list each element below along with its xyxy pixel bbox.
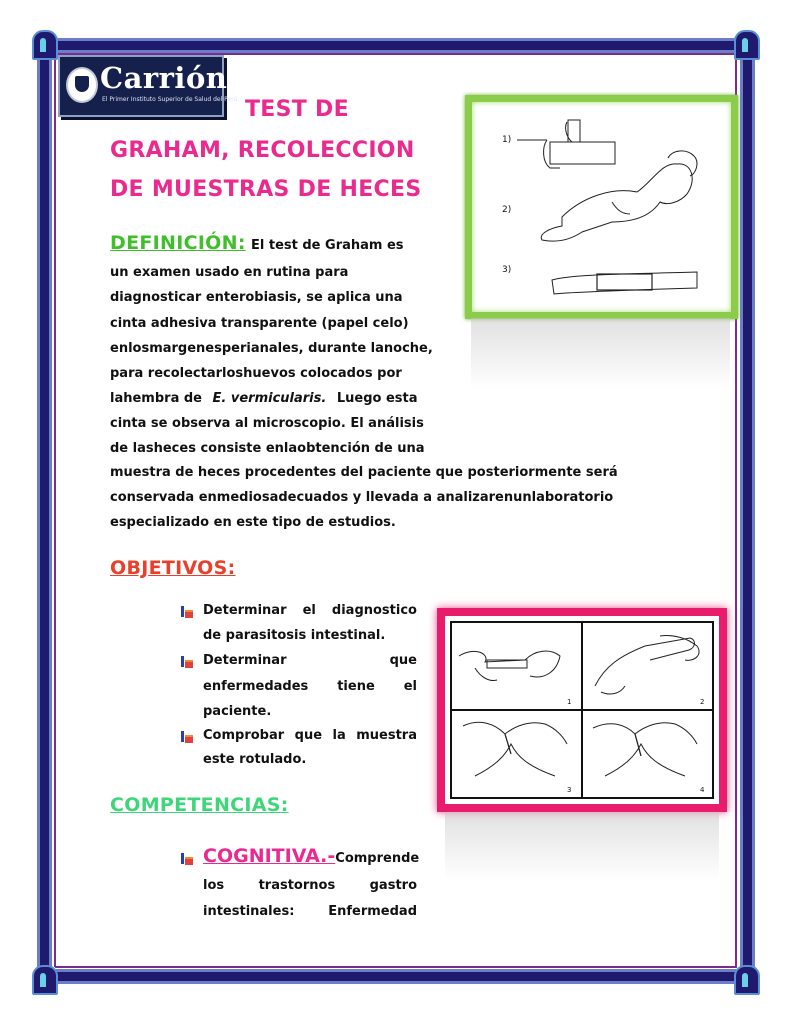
corner-ornament-bottom-left <box>32 965 58 995</box>
definicion-line-11: conservada enmediosadecuados y llevada a analizarenunlaboratorio <box>110 490 614 505</box>
definicion-line-6: para recolectarloshuevos colocados por <box>110 366 402 381</box>
species-name: E. vermicularis. <box>212 391 327 406</box>
figure1-label-1: 1) <box>502 135 512 145</box>
objetivo-1-line-2: de parasitosis intestinal. <box>203 628 386 643</box>
competencias-line-3: intestinales: Enfermedad <box>203 904 417 919</box>
border-top <box>40 38 752 53</box>
graham-tape-illustration-frame <box>465 95 738 319</box>
figure2-label-3: 3 <box>567 786 572 794</box>
logo-subtitle: El Primer Instituto Superior de Salud del Perú <box>102 96 238 103</box>
border-bottom-inner <box>55 966 737 968</box>
definicion-line-7b: Luego esta <box>336 391 418 406</box>
figure1-reflection <box>471 318 730 390</box>
definicion-line-7 <box>110 391 418 406</box>
bullet-icon <box>181 731 193 742</box>
sample-collection-illustration-frame <box>437 608 727 812</box>
figure2-reflection <box>445 812 719 880</box>
definicion-line-8: cinta se observa al microscopio. El análisis <box>110 416 424 431</box>
sample-collection-illustration <box>445 616 719 804</box>
competencias-line-2: los trastornos gastro <box>203 878 417 893</box>
bullet-icon <box>181 853 193 864</box>
figure2-label-4: 4 <box>700 786 705 794</box>
definicion-line-7a: lahembra de <box>110 391 202 406</box>
definicion-line-9: de lasheces consiste enlaobtención de una <box>110 441 425 456</box>
cognitiva-label: COGNITIVA.- <box>203 845 336 867</box>
definicion-line-12: especializado en este tipo de estudios. <box>110 515 396 530</box>
corner-ornament-top-left <box>32 30 58 60</box>
objetivo-2-line-3: paciente. <box>203 704 272 719</box>
definicion-line-3: diagnosticar enterobiasis, se aplica una <box>110 290 403 305</box>
definicion-line-1: El test de Graham es <box>251 238 404 253</box>
figure2-label-2: 2 <box>700 698 705 706</box>
definicion-line-10: muestra de heces procedentes del paciente que posteriormente será <box>110 465 618 480</box>
objetivo-2-line-1: Determinar que <box>203 653 417 668</box>
definicion-line-5: enlosmargenesperianales, durante lanoche, <box>110 341 433 356</box>
corner-ornament-top-right <box>734 30 760 60</box>
figure2-label-1: 1 <box>567 698 572 706</box>
logo-title: Carrión <box>100 61 228 95</box>
page-title-line-2: GRAHAM, RECOLECCION <box>110 138 415 163</box>
objetivo-3-line-2: este rotulado. <box>203 752 307 767</box>
page-title-line-1: TEST DE <box>245 97 349 122</box>
bullet-icon <box>181 606 193 617</box>
graham-tape-illustration <box>472 102 731 312</box>
cognitiva-line <box>203 845 419 867</box>
carrion-logo <box>58 55 238 117</box>
figure1-label-3: 3) <box>502 265 512 275</box>
objetivos-heading: OBJETIVOS: <box>110 557 236 579</box>
corner-ornament-bottom-right <box>734 965 760 995</box>
definicion-line-4: cinta adhesiva transparente (papel celo) <box>110 316 409 331</box>
cognitiva-text: Comprende <box>335 851 420 866</box>
border-right <box>740 42 755 982</box>
competencias-heading: COMPETENCIAS: <box>110 794 289 816</box>
objetivo-3-line-1: Comprobar que la muestra <box>203 728 417 743</box>
objetivo-1-line-1: Determinar el diagnostico <box>203 603 417 618</box>
definicion-line-2: un examen usado en rutina para <box>110 265 349 280</box>
border-left-inner <box>54 55 56 967</box>
border-left <box>37 42 52 982</box>
objetivo-2-line-2: enfermedades tiene el <box>203 679 417 694</box>
figure1-label-2: 2) <box>502 205 512 215</box>
border-bottom <box>40 969 752 984</box>
definicion-heading: DEFINICIÓN: <box>110 232 246 254</box>
bullet-icon <box>181 656 193 667</box>
institute-seal-icon <box>66 67 98 103</box>
page-title-line-3: DE MUESTRAS DE HECES <box>110 177 422 202</box>
